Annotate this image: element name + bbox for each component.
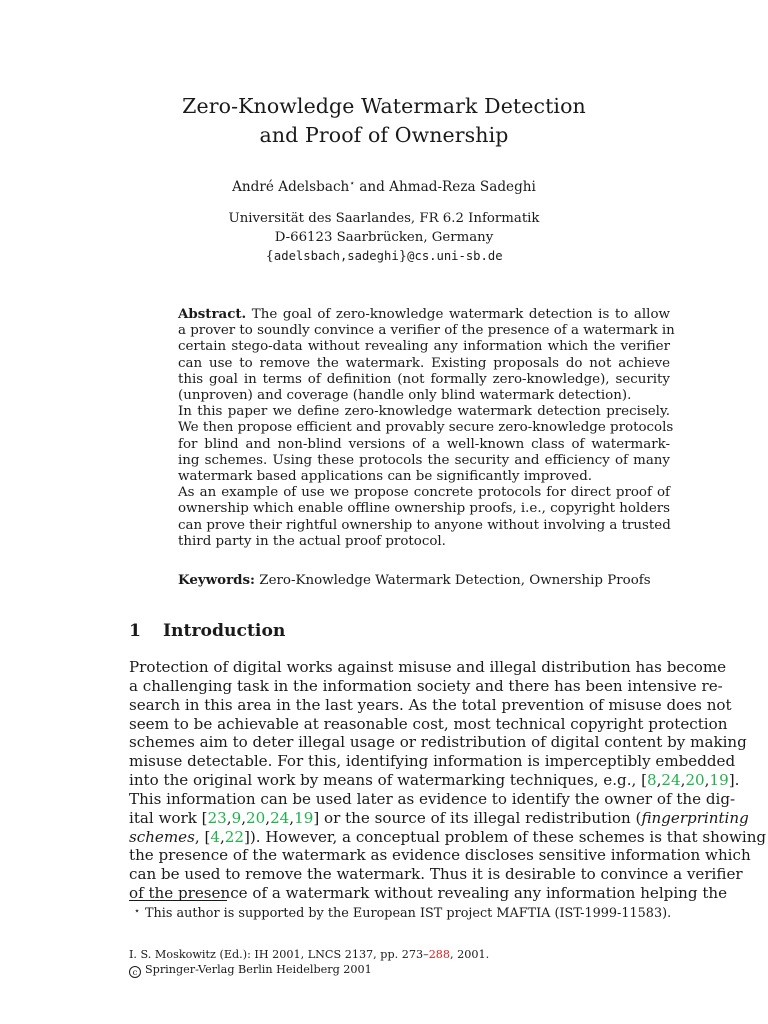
title-line-1: Zero-Knowledge Watermark Detection bbox=[182, 94, 586, 118]
footnote-marker[interactable]: ⋆ bbox=[349, 179, 355, 189]
body-line: misuse detectable. For this, identifying information is imperceptibly embedded bbox=[129, 752, 736, 771]
citation-link[interactable]: 20 bbox=[246, 808, 266, 827]
copyright-text: Springer-Verlag Berlin Heidelberg 2001 bbox=[145, 963, 372, 976]
keywords-text: Zero-Knowledge Watermark Detection, Ownership Proofs bbox=[255, 573, 651, 588]
abstract-line: We then propose efficient and provably secure zero-knowledge protocols bbox=[178, 420, 674, 436]
emphasis-text: fingerprinting bbox=[641, 808, 749, 827]
email-brace-open: { bbox=[265, 249, 274, 264]
abstract-line: As an example of use we propose concrete protocols for direct proof of bbox=[178, 485, 670, 501]
abstract-line: third party in the actual proof protocol. bbox=[178, 533, 446, 549]
citation-link[interactable]: 4 bbox=[210, 827, 220, 846]
citation-link[interactable]: 24 bbox=[661, 771, 681, 790]
section-number: 1 bbox=[129, 621, 141, 641]
author-conjunction: and bbox=[354, 179, 390, 195]
page-range-end-link[interactable]: 288 bbox=[428, 948, 451, 961]
body-line: This information can be used later as evidence to identify the owner of the dig- bbox=[129, 789, 736, 808]
abstract-line: this goal in terms of definition (not formally zero-knowledge), security bbox=[178, 371, 670, 387]
body-line: a challenging task in the information society and there has been intensive re- bbox=[129, 676, 723, 695]
section-heading bbox=[129, 620, 285, 642]
affiliation bbox=[0, 210, 768, 267]
footnote-divider bbox=[129, 900, 227, 901]
abstract-line: ownership which enable offline ownership proofs, i.e., copyright holders bbox=[178, 501, 671, 517]
footnote bbox=[129, 904, 671, 922]
abstract-line: can use to remove the watermark. Existing proposals do not achieve bbox=[178, 355, 670, 371]
author-sadeghi: Ahmad-Reza Sadeghi bbox=[389, 179, 536, 195]
citation-link[interactable]: 8 bbox=[646, 771, 657, 790]
body-line: schemes aim to deter illegal usage or redistribution of digital content by making bbox=[129, 733, 747, 752]
body-line: search in this area in the last years. As the total prevention of misuse does not bbox=[129, 695, 732, 714]
abstract-line: watermark based applications can be significantly improved. bbox=[178, 469, 593, 485]
abstract-line: certain stego-data without revealing any information which the verifier bbox=[178, 339, 670, 355]
affiliation-email bbox=[0, 247, 768, 267]
title-line-2: and Proof of Ownership bbox=[259, 123, 509, 147]
body-line: can be used to remove the watermark. Thus it is desirable to convince a verifier bbox=[129, 865, 743, 884]
body-line: into the original work by means of watermarking techniques, e.g., [8,24,20,19]. bbox=[129, 771, 740, 790]
body-line: Protection of digital works against misuse and illegal distribution has become bbox=[129, 658, 727, 676]
affiliation-institute: Universität des Saarlandes, FR 6.2 Informatik bbox=[228, 211, 540, 226]
citation-link[interactable]: 9 bbox=[231, 808, 242, 827]
body-line: ital work [23,9,20,24,19] or the source of its illegal redistribution (fingerprinting bbox=[129, 808, 749, 827]
body-line: of the presence of a watermark without revealing any information helping the bbox=[129, 884, 728, 903]
author-list bbox=[0, 178, 768, 196]
citation-info bbox=[129, 947, 489, 978]
abstract-line: can prove their rightful ownership to anyone without involving a trusted bbox=[178, 517, 671, 533]
publication-line: I. S. Moskowitz (Ed.): IH 2001, LNCS 2137, pp. 273–288, 2001. bbox=[129, 948, 490, 961]
abstract-line: ing schemes. Using these protocols the security and efficiency of many bbox=[178, 452, 670, 468]
citation-link[interactable]: 19 bbox=[709, 771, 729, 790]
email-users: adelsbach,sadeghi bbox=[273, 249, 399, 263]
abstract-line: Abstract. The goal of zero-knowledge watermark detection is to allow bbox=[178, 306, 670, 322]
footnote-mark: ⋆ bbox=[133, 906, 141, 917]
body-paragraph bbox=[129, 658, 767, 903]
email-domain: @cs.uni-sb.de bbox=[407, 249, 503, 263]
email-brace-close: } bbox=[398, 249, 408, 264]
affiliation-address: D-66123 Saarbrücken, Germany bbox=[274, 229, 494, 245]
abstract-line: (unproven) and coverage (handle only blind watermark detection). bbox=[178, 388, 632, 404]
abstract-label: Abstract. bbox=[178, 306, 247, 322]
copyright-icon: c bbox=[129, 966, 141, 978]
body-line: the presence of the watermark as evidence discloses sensitive information which bbox=[129, 846, 751, 865]
emphasis-text: schemes bbox=[129, 827, 195, 846]
body-line: seem to be achievable at reasonable cost, most technical copyright protection bbox=[129, 714, 728, 733]
abstract-line: a prover to soundly convince a verifier of the presence of a watermark in bbox=[178, 323, 675, 339]
keywords bbox=[178, 572, 698, 589]
abstract-line: for blind and non-blind versions of a well-known class of watermark- bbox=[178, 436, 670, 452]
citation-link[interactable]: 22 bbox=[224, 827, 244, 846]
paper-title bbox=[0, 92, 768, 150]
citation-link[interactable]: 20 bbox=[685, 771, 705, 790]
author-adelsbach: André Adelsbach bbox=[232, 179, 350, 195]
citation-link[interactable]: 19 bbox=[294, 808, 314, 827]
section-title: Introduction bbox=[163, 621, 286, 641]
keywords-label: Keywords: bbox=[178, 572, 256, 588]
copyright-line bbox=[129, 962, 489, 978]
abstract-line: In this paper we define zero-knowledge watermark detection precisely. bbox=[178, 404, 670, 420]
citation-link[interactable]: 23 bbox=[207, 808, 227, 827]
body-line: schemes, [4,22]). However, a conceptual problem of these schemes is that showing bbox=[129, 827, 767, 846]
abstract bbox=[178, 306, 675, 550]
footnote-text: This author is supported by the European IST project MAFTIA (IST-1999-11583). bbox=[145, 906, 672, 921]
citation-link[interactable]: 24 bbox=[270, 808, 290, 827]
